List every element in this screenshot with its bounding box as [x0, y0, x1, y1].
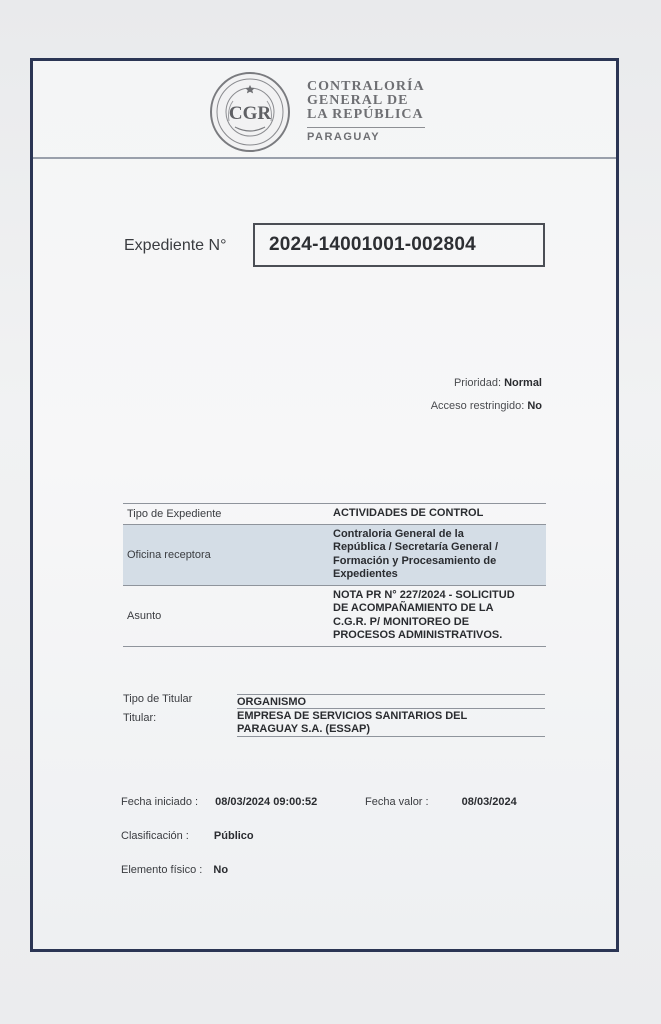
- expediente-number: 2024-14001001-002804: [269, 234, 476, 255]
- row-value: [329, 524, 546, 585]
- institution-line: CONTRALORÍA: [307, 79, 425, 94]
- fecha-valor-value: 08/03/2024: [461, 796, 517, 808]
- row-value-line: Expedientes: [333, 568, 398, 580]
- tipo-titular-value: ORGANISMO: [237, 694, 545, 709]
- prioridad-field: [454, 377, 542, 389]
- row-label: Tipo de Expediente: [123, 504, 329, 525]
- institution-divider: [307, 127, 425, 128]
- row-value-line: NOTA PR N° 227/2024 - SOLICITUD: [333, 588, 515, 601]
- tipo-titular-row: [123, 691, 547, 707]
- titular-block: [123, 691, 547, 737]
- expediente-number-box: [253, 223, 545, 267]
- acceso-field: [431, 400, 542, 412]
- clasificacion-field: [121, 830, 254, 842]
- fecha-iniciado-label: Fecha iniciado :: [121, 796, 199, 808]
- row-value-line: Contraloria General de la: [333, 527, 464, 540]
- row-value-line: ACTIVIDADES DE CONTROL: [333, 507, 484, 519]
- acceso-label: Acceso restringido:: [430, 400, 525, 412]
- fecha-iniciado-value: 08/03/2024 09:00:52: [215, 796, 318, 808]
- row-value-line: PROCESOS ADMINISTRATIVOS.: [333, 629, 503, 641]
- fecha-iniciado-field: [121, 796, 317, 808]
- elemento-fisico-field: [121, 864, 228, 876]
- tipo-titular-label: Tipo de Titular: [123, 693, 193, 705]
- elemento-fisico-value: No: [213, 864, 229, 876]
- expediente-label: Expediente N°: [124, 237, 227, 254]
- expediente-info-table: [123, 503, 546, 647]
- fecha-valor-label: Fecha valor :: [365, 796, 429, 808]
- clasificacion-label: Clasificación :: [121, 830, 189, 842]
- row-value-line: C.G.R. P/ MONITOREO DE: [333, 615, 470, 628]
- prioridad-value: Normal: [504, 377, 542, 389]
- document-header: [33, 61, 616, 159]
- titular-label: Titular:: [123, 712, 157, 724]
- row-value: [329, 585, 546, 646]
- row-value-line: DE ACOMPAÑAMIENTO DE LA: [333, 602, 494, 614]
- table-row: [123, 504, 546, 525]
- table-row: [123, 524, 546, 585]
- row-value: [329, 504, 546, 525]
- clasificacion-value: Público: [213, 830, 254, 842]
- fecha-valor-field: [365, 796, 517, 808]
- institution-line: GENERAL DE: [307, 93, 409, 108]
- cgr-seal-logo: [209, 71, 291, 153]
- document-sheet: [30, 58, 619, 952]
- seal-acronym: CGR: [228, 103, 272, 124]
- titular-value-line: EMPRESA DE SERVICIOS SANITARIOS DEL: [237, 710, 468, 722]
- row-value-line: República / Secretaría General /: [333, 541, 499, 553]
- table-row: [123, 585, 546, 646]
- institution-country: PARAGUAY: [307, 131, 381, 143]
- row-label: Asunto: [123, 585, 329, 646]
- acceso-value: No: [527, 400, 542, 412]
- titular-row: [123, 707, 547, 737]
- institution-name: [307, 80, 425, 122]
- titular-value-line: PARAGUAY S.A. (ESSAP): [237, 723, 371, 735]
- row-value-line: Formación y Procesamiento de: [333, 554, 497, 567]
- institution-line: LA REPÚBLICA: [307, 107, 424, 122]
- elemento-fisico-label: Elemento físico :: [121, 864, 203, 876]
- row-label: Oficina receptora: [123, 524, 329, 585]
- titular-value: [237, 708, 545, 737]
- prioridad-label: Prioridad:: [453, 377, 502, 389]
